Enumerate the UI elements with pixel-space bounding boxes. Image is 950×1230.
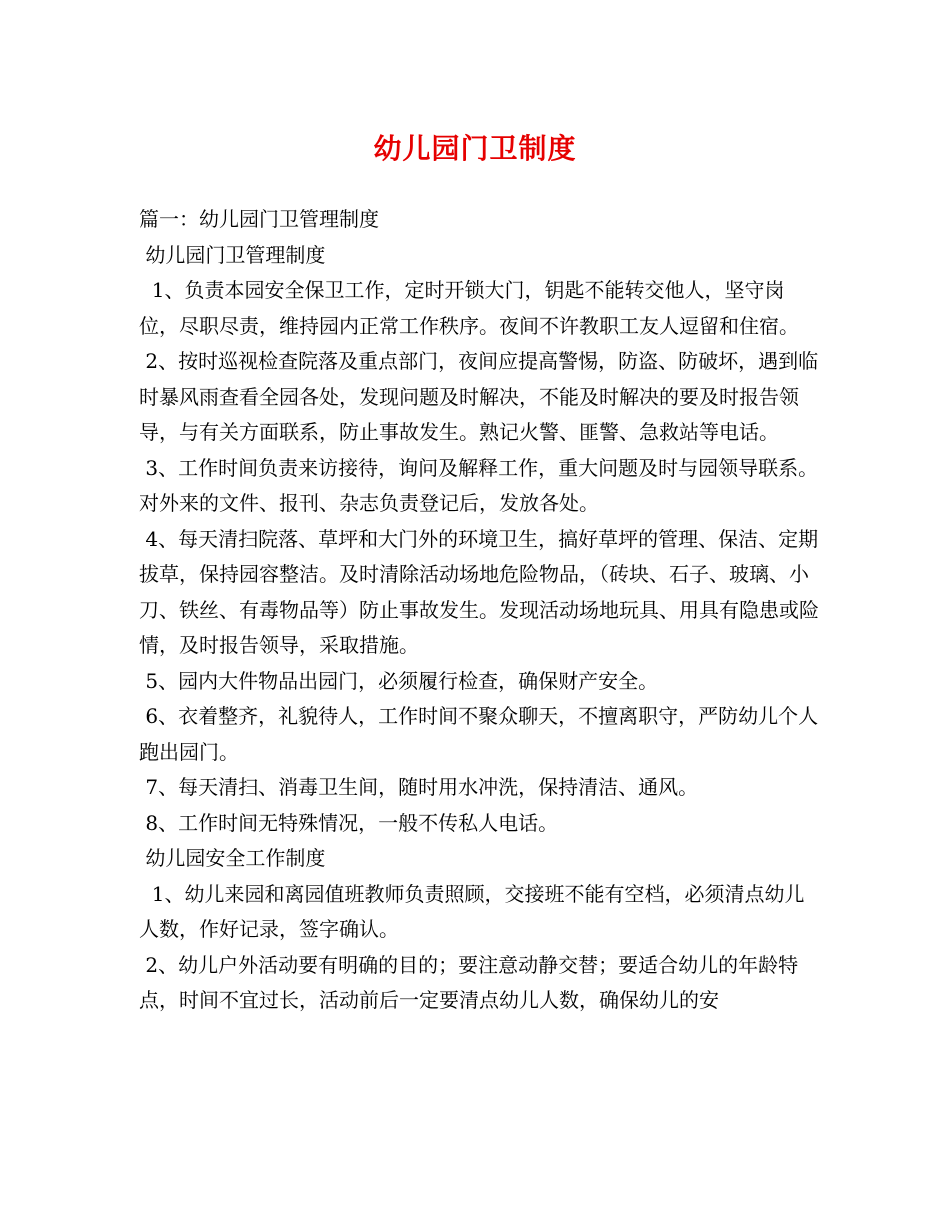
rule-paragraph: 1、负责本园安全保卫工作，定时开锁大门，钥匙不能转交他人，坚守岗位，尽职尽责，维持园内正常工作秩序。夜间不许教职工友人逗留和住宿。 [139, 278, 799, 338]
subsection-heading: 幼儿园门卫管理制度 [139, 242, 326, 267]
rule-paragraph: 2、按时巡视检查院落及重点部门，夜间应提高警惕，防盗、防破坏，遇到临时暴风雨查看全园各处，发现问题及时解决，不能及时解决的要及时报告领导，与有关方面联系，防止事故发生。熟记火警、匪警、急救站等电话。 [139, 349, 819, 444]
rule-paragraph: 5、园内大件物品出园门，必须履行检查，确保财产安全。 [139, 668, 659, 693]
page-title: 幼儿园门卫制度 [373, 132, 577, 165]
rule-paragraph: 2、幼儿户外活动要有明确的目的；要注意动静交替；要适合幼儿的年龄特点，时间不宜过长，活动前后一定要清点幼儿人数，确保幼儿的安 [139, 952, 799, 1012]
document-body [139, 202, 819, 1019]
rule-paragraph: 8、工作时间无特殊情况，一般不传私人电话。 [139, 810, 559, 835]
rule-paragraph: 7、每天清扫、消毒卫生间，随时用水冲洗，保持清洁、通风。 [139, 775, 699, 799]
subsection-heading: 幼儿园安全工作制度 [139, 846, 326, 870]
section-heading: 篇一：幼儿园门卫管理制度 [139, 207, 379, 231]
rule-paragraph: 4、每天清扫院落、草坪和大门外的环境卫生，搞好草坪的管理、保洁、定期拔草，保持园容整洁。及时清除活动场地危险物品，（砖块、石子、玻璃、小刀、铁丝、有毒物品等）防止事故发生。发现活动场地玩具、用具有隐患或险情，及时报告领导，采取措施。 [139, 526, 819, 657]
rule-paragraph: 6、衣着整齐，礼貌待人，工作时间不聚众聊天，不擅离职守，严防幼儿个人跑出园门。 [139, 704, 819, 764]
rule-paragraph: 1、幼儿来园和离园值班教师负责照顾，交接班不能有空档，必须清点幼儿人数，作好记录，签字确认。 [139, 881, 805, 941]
rule-paragraph: 3、工作时间负责来访接待，询问及解释工作，重大问题及时与园领导联系。对外来的文件、报刊、杂志负责登记后，发放各处。 [139, 455, 819, 515]
